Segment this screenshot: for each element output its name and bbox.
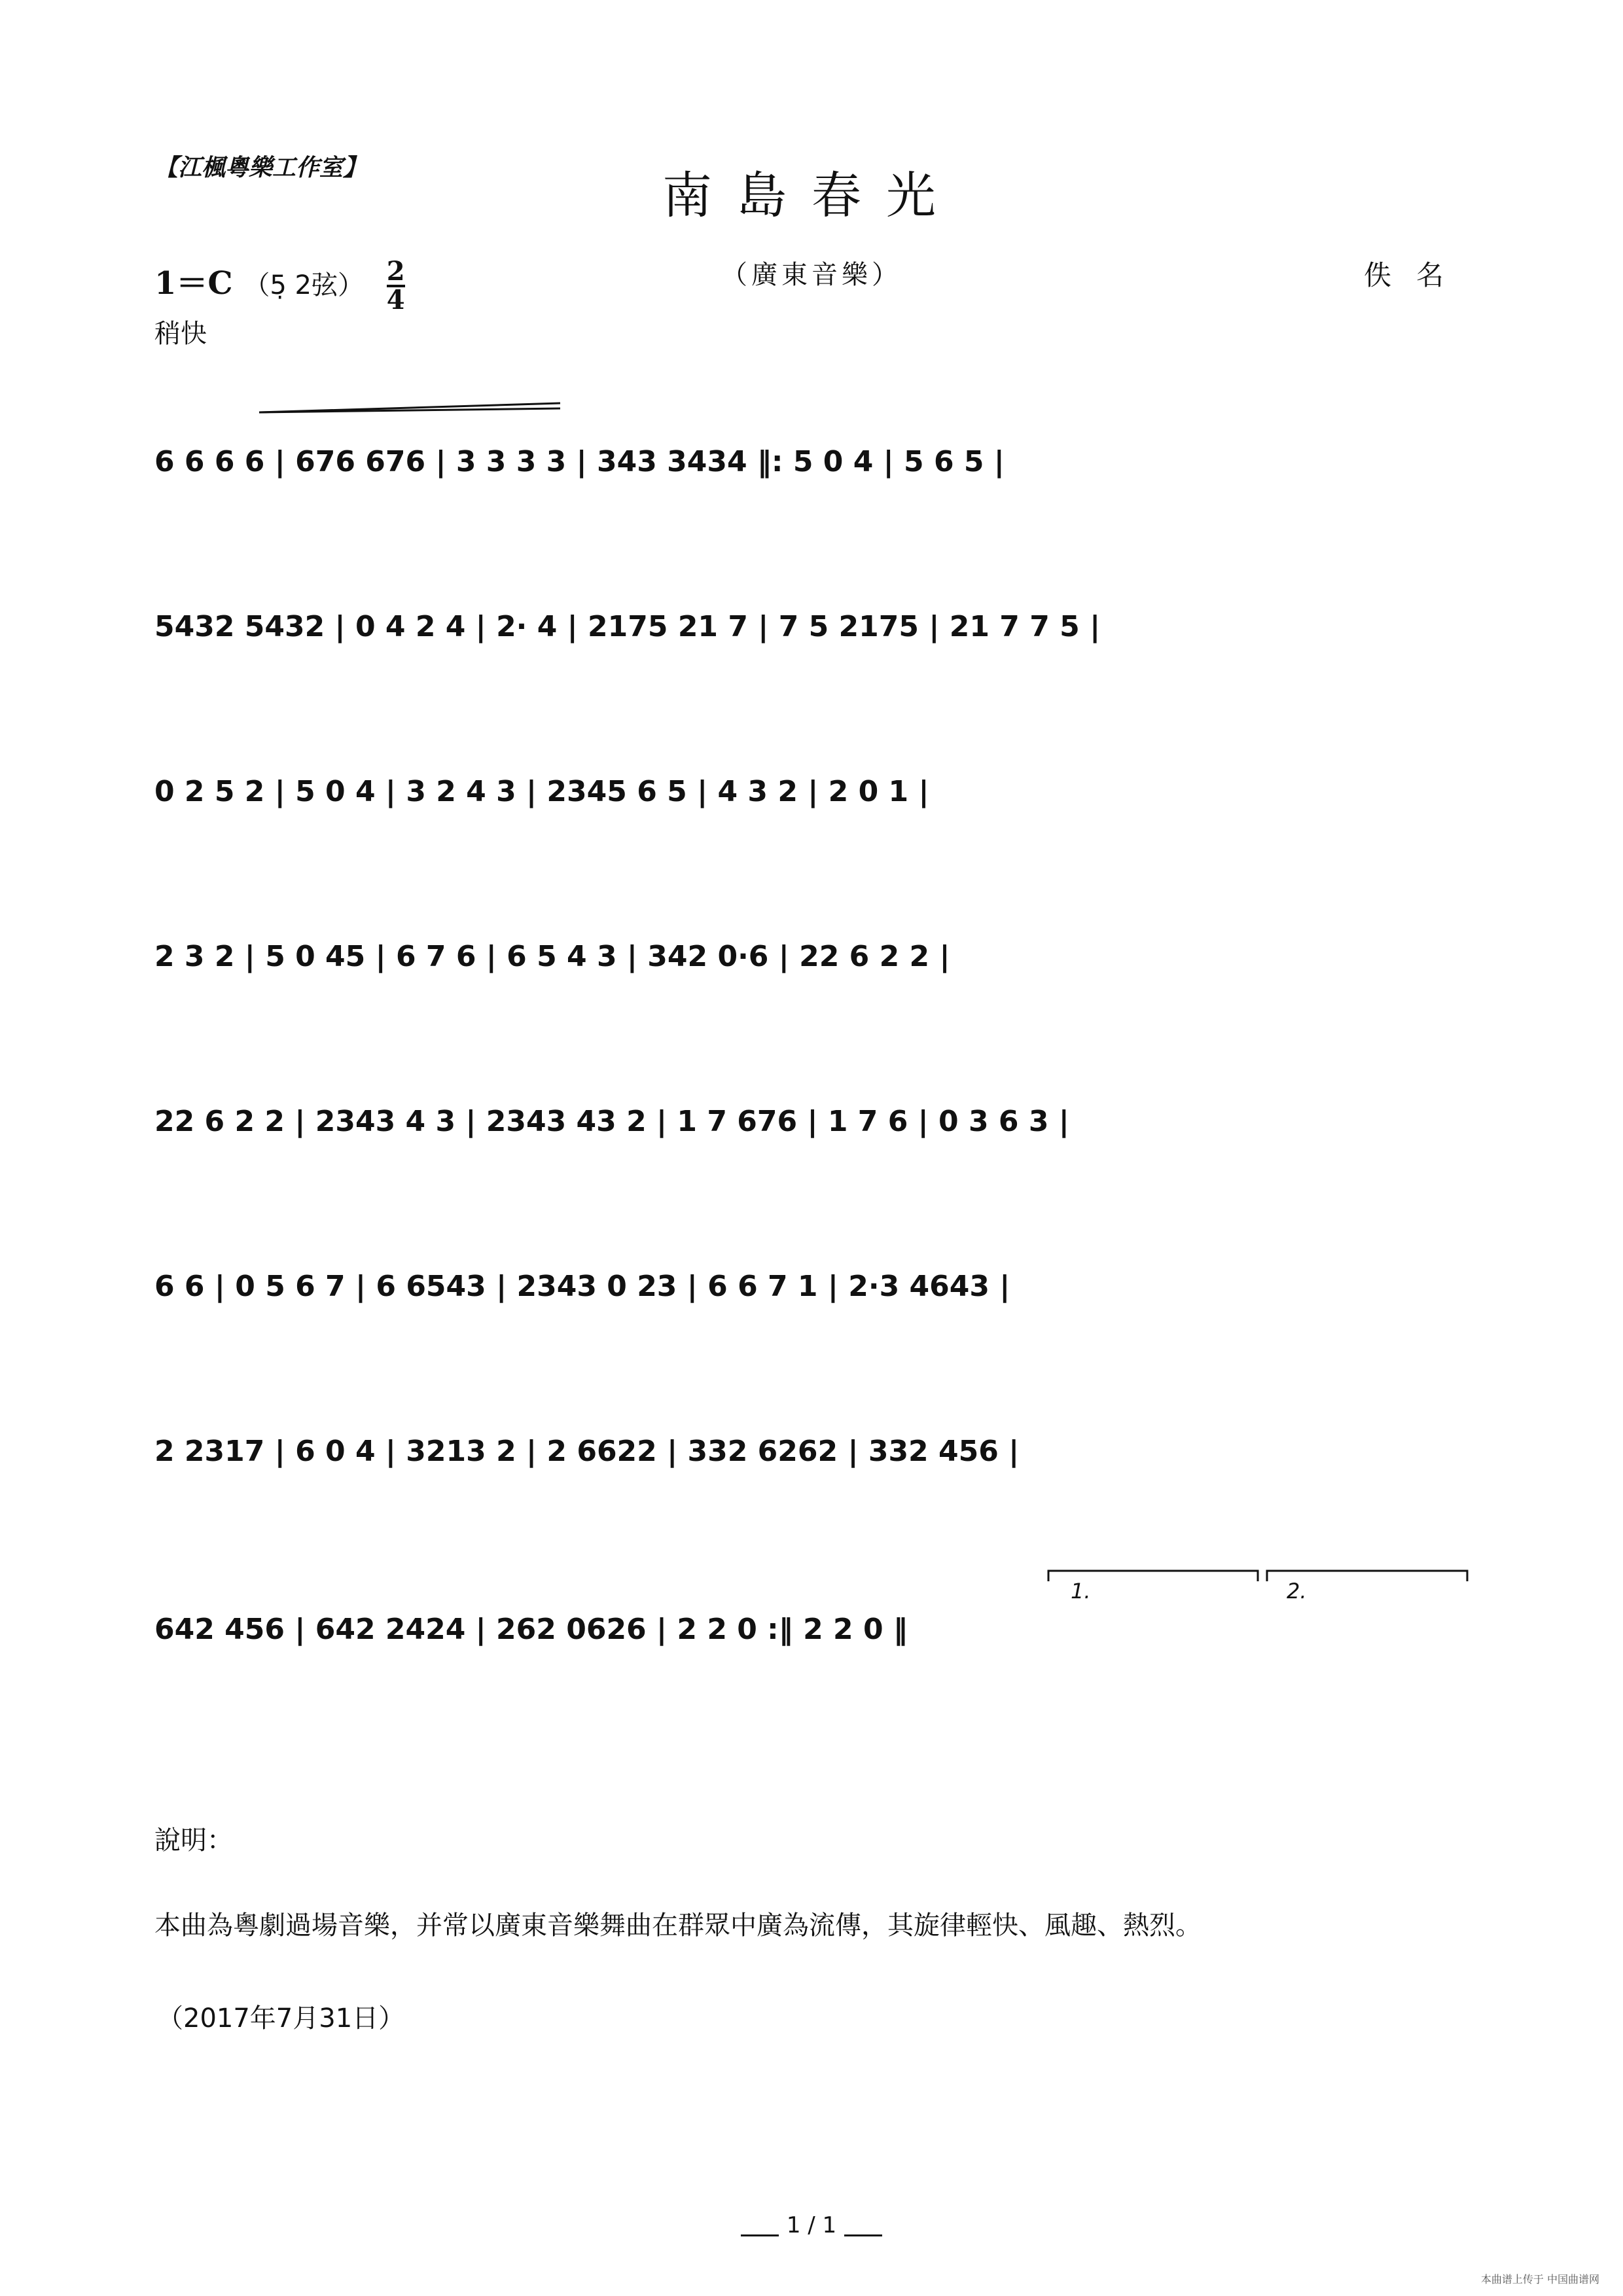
score-line-4 bbox=[154, 907, 1469, 999]
volta-2-label: 2. bbox=[1287, 1579, 1307, 1604]
genre-subtitle: （廣東音樂） bbox=[721, 260, 902, 290]
score-line-4-text: 2 3 2 | 5 0 45 | 6 7 6 | 6 5 4 3 | 342 0·6 | 22 6 2 2 | bbox=[154, 940, 950, 973]
score-line-6-text: 6 6 | 0 5 6 7 | 6 6543 | 2343 0 23 | 6 6 7 1 | 2·3 4643 | bbox=[154, 1270, 1010, 1303]
notes-heading: 說明： bbox=[154, 1825, 233, 1856]
score-line-2 bbox=[154, 577, 1469, 669]
score-line-8-text: 642 456 | 642 2424 | 262 0626 | 2 2 0 :‖ 2 2 0 ‖ bbox=[154, 1613, 908, 1646]
score-line-5 bbox=[154, 1072, 1469, 1164]
composer: 佚名 bbox=[1363, 259, 1469, 291]
score-line-1-svg bbox=[154, 412, 1469, 504]
score-line-7-text: 2 2317 | 6 0 4 | 3213 2 | 2 6622 | 332 6262 | 332 456 | bbox=[154, 1435, 1020, 1468]
volta-1-label: 1. bbox=[1071, 1579, 1091, 1604]
score-line-3 bbox=[154, 742, 1469, 834]
tempo-marking: 稍快 bbox=[154, 319, 207, 349]
time-top: 2 bbox=[386, 255, 405, 287]
page-title: 南島春光 bbox=[662, 166, 961, 224]
score-line-5-text: 22 6 2 2 | 2343 4 3 | 2343 43 2 | 1 7 676 | 1 7 6 | 0 3 6 3 | bbox=[154, 1105, 1069, 1138]
studio-label: 【江楓粵樂工作室】 bbox=[154, 154, 367, 181]
score-line-1-text: 6 6 6 6 | 676 676 | 3 3 3 3 | 343 3434 ‖: 5 0 4 | 5 6 5 | bbox=[154, 445, 1005, 478]
time-bottom: 4 bbox=[386, 284, 405, 315]
score-line-2-text: 5432 5432 | 0 4 2 4 | 2· 4 | 2175 21 7 | 7 5 2175 | 21 7 7 5 | bbox=[154, 610, 1101, 643]
time-signature bbox=[386, 255, 405, 315]
notes-date: （2017年7月31日） bbox=[157, 2003, 405, 2034]
score-line-7 bbox=[154, 1402, 1469, 1494]
upload-watermark: 本曲谱上传于 中国曲谱网 bbox=[1480, 2273, 1599, 2286]
score-line-6 bbox=[154, 1237, 1469, 1329]
score-line-8 bbox=[154, 1567, 1469, 1659]
page-number bbox=[0, 2212, 1623, 2238]
key-tonic: 1＝C bbox=[154, 265, 233, 302]
page-number-text: 1 / 1 bbox=[786, 2212, 837, 2238]
notes-body: 本曲為粵劇過場音樂，并常以廣東音樂舞曲在群眾中廣為流傳，其旋律輕快、風趣、熱烈。 bbox=[154, 1910, 1202, 1941]
key-signature bbox=[154, 255, 405, 315]
score-line-1 bbox=[154, 412, 1469, 504]
string-tuning: （5̣ 2弦） bbox=[243, 270, 364, 300]
score-line-3-text: 0 2 5 2 | 5 0 4 | 3 2 4 3 | 2345 6 5 | 4 3 2 | 2 0 1 | bbox=[154, 775, 929, 808]
